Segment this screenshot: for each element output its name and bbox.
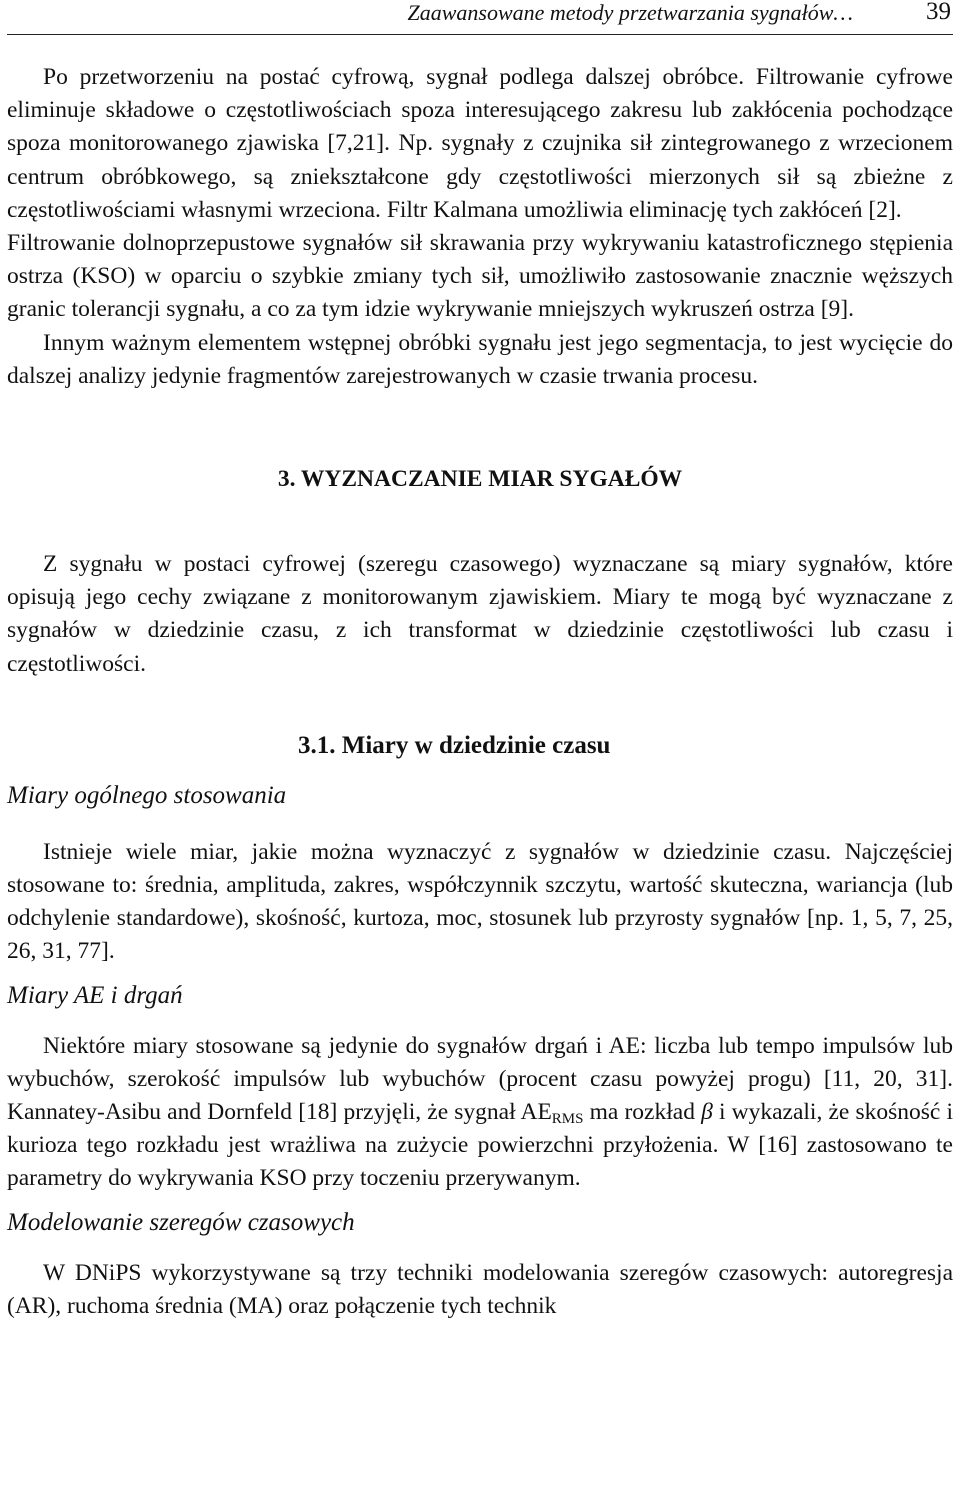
running-header-title: Zaawansowane metody przetwarzania sygnałów… <box>407 0 853 25</box>
paragraph-segmentation: Innym ważnym elementem wstępnej obróbki sygnału jest jego segmentacja, to jest wycięcie do dalszej analizy jedynie fragmentów zarejestrowanych w czasie trwania procesu. <box>7 329 953 389</box>
paragraph-kalman-text: Filtr Kalmana umożliwia eliminację tych zakłóceń [2]. <box>380 196 902 223</box>
subsection-heading: 3.1. Miary w dziedzinie czasu <box>298 731 611 759</box>
paragraph-lowpass: Filtrowanie dolnoprzepustowe sygnałów sił skrawania przy wykrywaniu katastroficznego stępienia ostrza (KSO) w oparciu o szybkie zmiany tych sił, umożliwiło zastosowanie znacznie węższych granic tolerancji sygnału, a co za tym idzie wykrywanie mniejszych wykruszeń ostrza [9]. <box>7 230 953 323</box>
paragraph-time-series: W DNiPS wykorzystywane są trzy techniki modelowania szeregów czasowych: autoregresja (AR), ruchoma średnia (MA) oraz połączenie tych technik <box>7 1259 953 1319</box>
paragraph-signal-measures: Z sygnału w postaci cyfrowej (szeregu czasowego) wyznaczane są miary sygnałów, które opisują jego cechy związane z monitorowanym zjawiskiem. Miary te mogą być wyznaczane z sygnałów w dziedzinie czasu, z ich transformat w dziedzinie częstotliwości lub czasu i częstotliwości. <box>7 551 953 677</box>
paragraph-filtering-text: Po przetworzeniu na postać cyfrową, sygnał podlega dalszej obróbce. Filtrowanie cyfrowe eliminuje składowe o częstotliwościach spoza interesującego zakresu lub zakłócenia pochodzące spoza monitorowanego zjawiska [7,21]. Np. sygnały z czujnika sił zintegrowanego z wrzecionem centrum obróbkowego, są zniekształcone gdy częstotliwości mierzonych sił są zbieżne z częstotliwościami własnymi wrzeciona. <box>7 64 953 223</box>
paragraph-ae-text-b: ma rozkład <box>583 1099 702 1126</box>
rms-subscript: RMS <box>551 1111 584 1128</box>
paragraph-filtering <box>7 61 953 227</box>
paragraph-ae-text-a: Niektóre miary stosowane są jedynie do sygnałów drgań i AE: liczba lub tempo impulsów lub wybuchów, szerokość impulsów lub wybuchów (procent czasu powyżej progu) [11, 20, 31]. Kannatey-Asibu and Dornfeld [18] przyjęli, że sygnał AE <box>7 1032 953 1126</box>
running-header <box>7 0 953 35</box>
runin-heading-modeling: Modelowanie szeregów czasowych <box>7 1208 355 1236</box>
beta-symbol: β <box>701 1099 713 1126</box>
paragraph-time-domain-measures: Istnieje wiele miar, jakie można wyznaczyć z sygnałów w dziedzinie czasu. Najczęściej stosowane to: średnia, amplituda, zakres, współczynnik szczytu, wartość skuteczna, wariancja (lub odchylenie standardowe), skośność, kurtoza, moc, stosunek lub przyrosty sygnałów [np. 1, 5, 7, 25, 26, 31, 77]. <box>7 838 953 965</box>
document-page <box>7 0 953 1323</box>
runin-heading-general: Miary ogólnego stosowania <box>7 781 287 809</box>
runin-heading-ae: Miary AE i drgań <box>7 981 183 1009</box>
paragraph-ae-text-c: i wykazali, że skośność i kurioza tego rozkładu jest wrażliwa na zużycie powierzchni przyłożenia. W [16] zastosowano te parametry do wykrywania KSO przy toczeniu przerywanym. <box>7 1099 953 1192</box>
paragraph-ae-measures <box>7 1030 953 1196</box>
section-heading: 3. WYZNACZANIE MIAR SYGAŁÓW <box>277 466 683 493</box>
page-number: 39 <box>926 0 951 25</box>
